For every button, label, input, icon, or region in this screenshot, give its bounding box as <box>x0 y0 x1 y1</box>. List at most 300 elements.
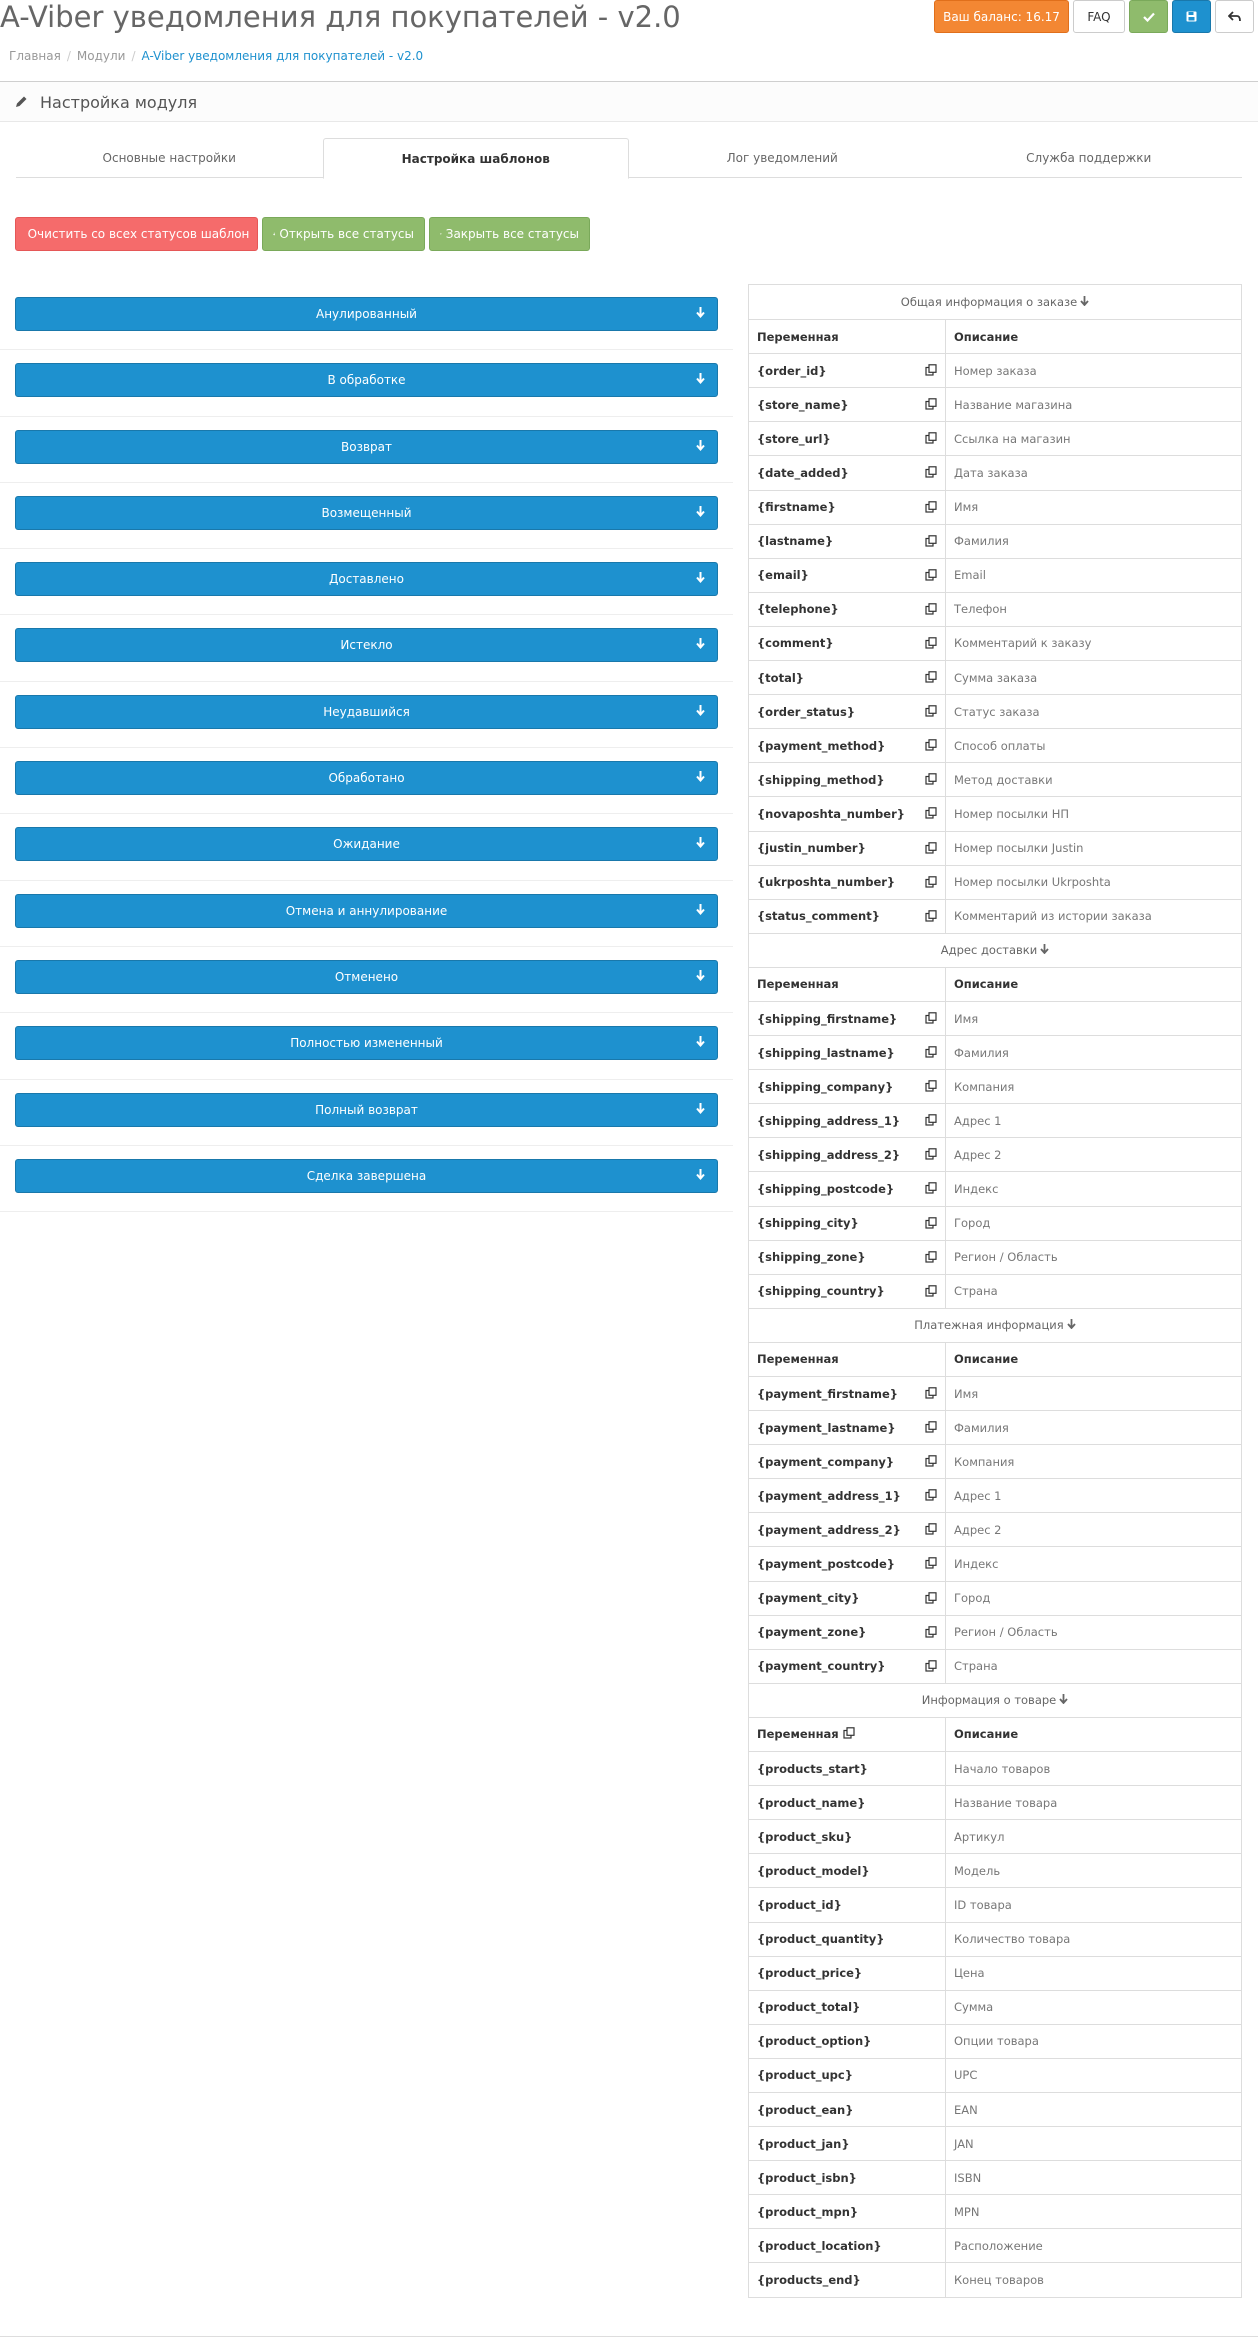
variable-name: {payment_country} <box>757 1659 886 1674</box>
table-row <box>749 2262 1241 2296</box>
table-row <box>749 1274 1241 1308</box>
table-row <box>749 1410 1241 1444</box>
description-cell: Начало товаров <box>954 1761 1051 1776</box>
description-cell: Страна <box>954 1659 998 1674</box>
description-cell: Email <box>954 568 986 583</box>
copy-icon[interactable] <box>925 1251 937 1266</box>
status-toggle-button[interactable] <box>15 562 718 596</box>
arrow-down-icon <box>1067 1318 1076 1332</box>
description-cell: Город <box>954 1216 991 1231</box>
tabs <box>16 138 1242 178</box>
variable-cell <box>749 2093 946 2126</box>
back-button[interactable] <box>1215 0 1254 33</box>
arrow-down-icon <box>696 970 705 984</box>
description-cell: Способ оплаты <box>954 738 1046 753</box>
table-row <box>749 592 1241 626</box>
status-toggle-button[interactable] <box>15 363 718 397</box>
status-row <box>0 350 733 416</box>
variable-name: {store_name} <box>757 397 849 412</box>
table-row <box>749 1376 1241 1410</box>
status-label: Возмещенный <box>321 505 412 520</box>
tab-support[interactable]: Служба поддержки <box>1026 151 1152 165</box>
copy-icon[interactable] <box>925 876 937 891</box>
variable-name: {product_jan} <box>757 2136 850 2151</box>
description-cell: Регион / Область <box>954 1250 1058 1265</box>
description-cell: Модель <box>954 1863 1001 1878</box>
variable-cell <box>749 1923 946 1956</box>
status-label: Сделка завершена <box>306 1168 427 1183</box>
action-buttons <box>15 217 590 251</box>
status-row <box>0 1146 733 1212</box>
variable-name: {product_model} <box>757 1863 870 1878</box>
copy-icon[interactable] <box>925 1489 937 1504</box>
variable-name: {product_quantity} <box>757 1932 885 1947</box>
status-row <box>0 881 733 947</box>
status-toggle-button[interactable] <box>15 297 718 331</box>
arrow-down-icon <box>1059 1693 1068 1707</box>
table-row <box>749 1103 1241 1137</box>
description-cell: JAN <box>954 2136 974 2151</box>
variable-name: {shipping_lastname} <box>757 1045 895 1060</box>
table-row <box>749 1853 1241 1887</box>
variable-cell <box>749 1957 946 1990</box>
variable-name: {date_added} <box>757 466 849 481</box>
tab-template-settings[interactable]: Настройка шаблонов <box>323 138 630 179</box>
status-row <box>0 1080 733 1146</box>
status-toggle-button[interactable] <box>15 1093 718 1127</box>
section-title: Общая информация о заказе <box>900 295 1078 310</box>
variable-cell <box>749 1513 946 1546</box>
description-cell: Имя <box>954 1386 979 1401</box>
description-cell: Расположение <box>954 2238 1043 2253</box>
arrow-down-icon <box>696 307 705 321</box>
status-toggle-button[interactable] <box>15 430 718 464</box>
description-cell: Название товара <box>954 1795 1058 1810</box>
column-header-description: Описание <box>954 1352 1019 1367</box>
status-label: Доставлено <box>329 572 404 587</box>
description-cell: Имя <box>954 500 979 515</box>
table-row <box>749 1649 1241 1683</box>
copy-icon[interactable] <box>925 1046 937 1061</box>
open-all-statuses-button[interactable] <box>262 217 425 251</box>
variable-cell <box>749 2229 946 2262</box>
variable-name: {email} <box>757 568 809 583</box>
description-cell: ISBN <box>954 2170 982 2185</box>
variable-name: {total} <box>757 670 804 685</box>
table-row <box>749 2024 1241 2058</box>
tab-general-settings[interactable]: Основные настройки <box>102 151 236 165</box>
copy-icon[interactable] <box>925 466 937 481</box>
copy-icon[interactable] <box>925 603 937 618</box>
table-row <box>749 1615 1241 1649</box>
variable-cell <box>749 1445 946 1478</box>
variable-name: {shipping_address_2} <box>757 1147 901 1162</box>
table-row <box>749 2194 1241 2228</box>
variable-name: {shipping_city} <box>757 1216 859 1231</box>
variable-cell <box>749 1002 946 1035</box>
table-row <box>749 1171 1241 1205</box>
description-cell: Компания <box>954 1454 1015 1469</box>
balance-button[interactable]: Ваш баланс: 16.17 <box>934 0 1069 33</box>
variable-cell <box>749 491 946 524</box>
status-row <box>0 748 733 814</box>
arrow-down-icon <box>696 506 705 520</box>
status-label: Возврат <box>341 439 392 454</box>
status-row <box>0 284 733 350</box>
description-cell: Номер посылки НП <box>954 806 1070 821</box>
variable-cell <box>749 559 946 592</box>
variable-cell <box>749 1411 946 1444</box>
variable-cell <box>749 1479 946 1512</box>
table-row <box>749 1956 1241 1990</box>
variable-cell <box>749 593 946 626</box>
variable-name: {status_comment} <box>757 909 880 924</box>
column-header-variable: Переменная <box>749 968 946 1001</box>
variable-name: {product_ean} <box>757 2102 854 2117</box>
description-cell: MPN <box>954 2204 980 2219</box>
breadcrumb-modules[interactable]: Модули <box>76 49 126 63</box>
description-cell: Количество товара <box>954 1932 1071 1947</box>
arrow-down-icon <box>1080 295 1089 309</box>
table-row <box>749 421 1241 455</box>
copy-icon[interactable] <box>925 671 937 686</box>
variable-name: {telephone} <box>757 602 839 617</box>
status-row <box>0 483 733 549</box>
copy-icon[interactable] <box>925 807 937 822</box>
variable-name: {product_upc} <box>757 2068 853 2083</box>
table-row <box>749 626 1241 660</box>
pencil-icon <box>14 95 28 109</box>
table-row <box>749 2228 1241 2262</box>
copy-icon[interactable] <box>925 1626 937 1641</box>
variable-cell <box>749 866 946 899</box>
variable-cell <box>749 797 946 830</box>
variable-cell <box>749 1991 946 2024</box>
description-cell: Комментарий из истории заказа <box>954 909 1152 924</box>
status-row <box>0 1013 733 1079</box>
table-row <box>749 1444 1241 1478</box>
apply-button[interactable] <box>1129 0 1168 33</box>
table-row <box>749 1478 1241 1512</box>
variable-name: {novaposhta_number} <box>757 806 905 821</box>
arrow-up-icon <box>440 229 442 239</box>
breadcrumb-home[interactable]: Главная <box>9 49 61 63</box>
variable-name: {shipping_company} <box>757 1079 894 1094</box>
table-row <box>749 1990 1241 2024</box>
status-toggle-button[interactable] <box>15 960 718 994</box>
description-cell: Сумма <box>954 2000 994 2015</box>
description-cell: Артикул <box>954 1829 1005 1844</box>
tab-notification-log[interactable]: Лог уведомлений <box>726 151 838 165</box>
header-buttons <box>934 0 1254 33</box>
status-row <box>0 615 733 681</box>
table-row <box>749 1546 1241 1580</box>
copy-icon[interactable] <box>925 1421 937 1436</box>
section-title: Платежная информация <box>914 1318 1064 1333</box>
section-header[interactable] <box>749 1683 1241 1717</box>
table-row <box>749 660 1241 694</box>
table-row <box>749 2058 1241 2092</box>
table-row <box>749 728 1241 762</box>
variables-table <box>748 284 1242 2298</box>
clear-templates-button[interactable] <box>15 217 258 251</box>
variable-name: {order_status} <box>757 704 856 719</box>
description-cell: Номер заказа <box>954 363 1037 378</box>
table-row <box>749 2160 1241 2194</box>
table-header <box>749 319 1241 353</box>
variable-cell <box>749 1036 946 1069</box>
status-label: Анулированный <box>316 307 417 321</box>
status-list <box>0 284 733 1212</box>
description-cell: Ссылка на магазин <box>954 431 1071 446</box>
arrow-down-icon <box>696 1036 705 1050</box>
copy-icon[interactable] <box>925 1557 937 1572</box>
description-cell: Индекс <box>954 1557 999 1572</box>
table-row <box>749 1581 1241 1615</box>
status-label: Истекло <box>340 638 393 653</box>
copy-icon[interactable] <box>925 398 937 413</box>
copy-icon[interactable] <box>925 1387 937 1402</box>
variable-cell <box>749 388 946 421</box>
table-row <box>749 1035 1241 1069</box>
copy-icon[interactable] <box>925 739 937 754</box>
variable-name: {payment_address_1} <box>757 1488 901 1503</box>
variable-cell <box>749 1650 946 1683</box>
variable-cell <box>749 1820 946 1853</box>
copy-icon[interactable] <box>925 1182 937 1197</box>
copy-icon[interactable] <box>925 501 937 516</box>
description-cell: Комментарий к заказу <box>954 636 1092 651</box>
copy-icon[interactable] <box>925 569 937 584</box>
arrow-down-icon <box>696 1103 705 1117</box>
arrow-down-icon <box>696 705 705 719</box>
section-header[interactable] <box>749 933 1241 967</box>
table-row <box>749 2126 1241 2160</box>
table-row <box>749 762 1241 796</box>
copy-icon[interactable] <box>925 637 937 652</box>
status-toggle-button[interactable] <box>15 496 718 530</box>
variable-name: {payment_company} <box>757 1454 895 1469</box>
description-cell: UPC <box>954 2068 978 2083</box>
variable-cell <box>749 1377 946 1410</box>
variable-cell <box>749 1786 946 1819</box>
copy-icon[interactable] <box>925 432 937 447</box>
copy-icon[interactable] <box>925 910 937 925</box>
table-row <box>749 899 1241 933</box>
faq-button[interactable]: FAQ <box>1073 0 1125 33</box>
description-cell: Имя <box>954 1011 979 1026</box>
status-toggle-button[interactable] <box>15 761 718 795</box>
page-header <box>0 0 1258 82</box>
variable-cell <box>749 1752 946 1785</box>
status-label: Отмена и аннулирование <box>285 903 448 918</box>
copy-icon[interactable] <box>925 1012 937 1027</box>
breadcrumb: Главная / Модули / A-Viber уведомления для покупателей - v2.0 <box>9 49 424 63</box>
variable-cell <box>749 900 946 933</box>
table-row <box>749 1512 1241 1546</box>
open-all-label: Открыть все статусы <box>279 227 414 241</box>
copy-icon[interactable] <box>925 535 937 550</box>
description-cell: Статус заказа <box>954 704 1040 719</box>
table-row <box>749 1206 1241 1240</box>
variable-cell <box>749 1207 946 1240</box>
status-row <box>0 417 733 483</box>
close-all-label: Закрыть все статусы <box>445 227 579 241</box>
description-cell: Фамилия <box>954 1045 1009 1060</box>
table-row <box>749 1751 1241 1785</box>
description-cell: Телефон <box>954 602 1007 617</box>
description-cell: Компания <box>954 1079 1015 1094</box>
table-row <box>749 796 1241 830</box>
table-row <box>749 1922 1241 1956</box>
variable-name: {product_total} <box>757 2000 861 2015</box>
arrow-down-icon <box>696 373 705 387</box>
variable-cell <box>749 627 946 660</box>
arrow-down-icon <box>696 771 705 785</box>
variable-cell <box>749 1104 946 1137</box>
variable-name: {shipping_address_1} <box>757 1113 901 1128</box>
variable-name: {shipping_country} <box>757 1284 885 1299</box>
table-row <box>749 353 1241 387</box>
clear-templates-label: Очистить со всех статусов шаблон <box>27 227 250 241</box>
table-row <box>749 1819 1241 1853</box>
table-header <box>749 1717 1241 1751</box>
variable-cell <box>749 2059 946 2092</box>
variable-name: {justin_number} <box>757 841 866 856</box>
column-header-variable: Переменная <box>749 1343 946 1376</box>
status-label: Полностью измененный <box>290 1036 443 1051</box>
copy-icon[interactable] <box>925 705 937 720</box>
status-label: В обработке <box>327 373 406 388</box>
variable-name: {product_option} <box>757 2034 872 2049</box>
variable-name: {product_mpn} <box>757 2204 859 2219</box>
arrow-down-icon <box>696 440 705 454</box>
section-title: Информация о товаре <box>921 1693 1057 1708</box>
table-row <box>749 1887 1241 1921</box>
status-toggle-button[interactable] <box>15 695 718 729</box>
copy-icon[interactable] <box>925 1592 937 1607</box>
status-label: Полный возврат <box>315 1102 418 1117</box>
copy-icon[interactable] <box>925 1455 937 1470</box>
arrow-down-icon <box>696 572 705 586</box>
variable-cell <box>749 422 946 455</box>
variable-name: {payment_firstname} <box>757 1386 898 1401</box>
variable-name: {payment_zone} <box>757 1625 867 1640</box>
description-cell: Цена <box>954 1966 985 1981</box>
copy-icon[interactable] <box>925 1660 937 1675</box>
copy-icon[interactable] <box>925 364 937 379</box>
variable-cell <box>749 2263 946 2296</box>
status-toggle-button[interactable] <box>15 894 718 928</box>
status-toggle-button[interactable] <box>15 1159 718 1193</box>
close-all-statuses-button[interactable] <box>429 217 590 251</box>
description-cell: Фамилия <box>954 534 1009 549</box>
status-toggle-button[interactable] <box>15 827 718 861</box>
table-row <box>749 490 1241 524</box>
page-title: A-Viber уведомления для покупателей - v2.0 <box>0 0 681 34</box>
reply-arrow-icon <box>1228 11 1241 22</box>
variable-cell <box>749 354 946 387</box>
arrow-down-icon <box>696 837 705 851</box>
variable-name: {product_sku} <box>757 1829 853 1844</box>
description-cell: Город <box>954 1591 991 1606</box>
variable-cell <box>749 1172 946 1205</box>
variable-cell <box>749 1616 946 1649</box>
variable-cell <box>749 695 946 728</box>
description-cell: ID товара <box>954 1897 1012 1912</box>
variable-name: {payment_city} <box>757 1591 860 1606</box>
variable-name: {ukrposhta_number} <box>757 875 896 890</box>
variable-cell <box>749 729 946 762</box>
variable-name: {shipping_postcode} <box>757 1181 895 1196</box>
variable-cell <box>749 832 946 865</box>
variable-cell <box>749 1582 946 1615</box>
variable-name: {firstname} <box>757 500 836 515</box>
status-toggle-button[interactable] <box>15 1026 718 1060</box>
variable-cell <box>749 2025 946 2058</box>
variable-cell <box>749 1241 946 1274</box>
copy-icon[interactable] <box>843 1727 855 1742</box>
copy-icon[interactable] <box>925 1523 937 1538</box>
copy-icon[interactable] <box>925 1148 937 1163</box>
description-cell: Метод доставки <box>954 772 1053 787</box>
status-label: Отменено <box>334 969 399 984</box>
check-icon <box>1143 12 1155 22</box>
floppy-disk-icon <box>1186 11 1197 22</box>
copy-icon[interactable] <box>925 1285 937 1300</box>
column-header-description: Описание <box>954 977 1019 992</box>
copy-icon[interactable] <box>925 1217 937 1232</box>
status-row <box>0 549 733 615</box>
copy-icon[interactable] <box>925 842 937 857</box>
table-row <box>749 524 1241 558</box>
variable-name: {product_name} <box>757 1795 866 1810</box>
copy-icon[interactable] <box>925 1114 937 1129</box>
variable-name: {order_id} <box>757 363 827 378</box>
status-row <box>0 814 733 880</box>
variable-cell <box>749 456 946 489</box>
variable-cell <box>749 2195 946 2228</box>
arrow-down-icon <box>273 229 275 239</box>
status-row <box>0 947 733 1013</box>
copy-icon[interactable] <box>925 773 937 788</box>
section-title: Адрес доставки <box>940 943 1038 958</box>
table-row <box>749 387 1241 421</box>
status-label: Обработано <box>328 771 405 786</box>
variable-cell <box>749 1888 946 1921</box>
variable-name: {products_end} <box>757 2272 861 2287</box>
variable-cell <box>749 1138 946 1171</box>
variable-name: {product_location} <box>757 2238 882 2253</box>
table-header <box>749 967 1241 1001</box>
description-cell: Номер посылки Ukrposhta <box>954 875 1111 890</box>
breadcrumb-current[interactable]: A-Viber уведомления для покупателей - v2.0 <box>141 49 424 63</box>
section-header[interactable] <box>749 285 1241 319</box>
table-row <box>749 865 1241 899</box>
variable-cell <box>749 2161 946 2194</box>
arrow-down-icon <box>696 1169 705 1183</box>
column-header-variable: Переменная <box>749 1718 946 1751</box>
footer-divider <box>0 2336 1258 2337</box>
description-cell: EAN <box>954 2102 978 2117</box>
section-header[interactable] <box>749 1308 1241 1342</box>
status-toggle-button[interactable] <box>15 628 718 662</box>
column-header-description: Описание <box>954 329 1019 344</box>
arrow-down-icon <box>696 638 705 652</box>
status-row <box>0 682 733 748</box>
copy-icon[interactable] <box>925 1080 937 1095</box>
save-button[interactable] <box>1172 0 1211 33</box>
